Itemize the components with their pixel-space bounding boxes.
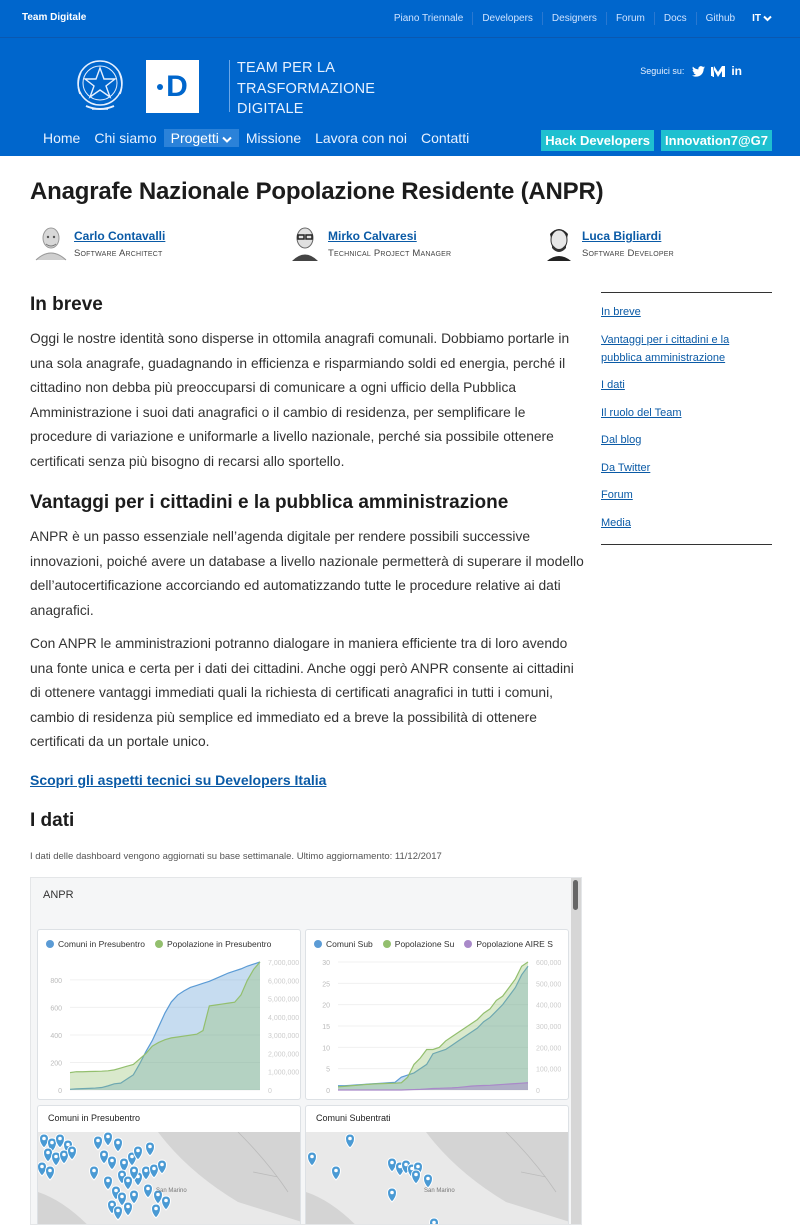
map-panel-subentrati	[305, 1105, 569, 1225]
team-members	[30, 224, 750, 268]
nav-lavora-con-noi[interactable]: Lavora con noi	[315, 130, 407, 146]
map-title: Comuni in Presubentro	[48, 1113, 141, 1123]
member-role: Software Developer	[582, 248, 674, 259]
map-pin-dot	[146, 1187, 150, 1191]
top-link-github[interactable]: Github	[705, 13, 736, 24]
map-pin-dot	[404, 1163, 408, 1167]
map-pin-dot	[310, 1155, 314, 1159]
map-pin-dot	[58, 1137, 62, 1141]
section-heading-in-breve: In breve	[30, 294, 103, 315]
member-name-link[interactable]: Carlo Contavalli	[74, 229, 166, 243]
team-name	[237, 58, 375, 120]
y-right-tick-label: 0	[268, 1088, 272, 1095]
team-member	[288, 224, 451, 262]
map-place-label: San Marino	[424, 1188, 455, 1194]
developers-italia-link[interactable]: Scopri gli aspetti tecnici su Developers Italia	[30, 772, 327, 788]
top-links	[385, 12, 772, 25]
team-name-line: TRASFORMAZIONE	[237, 80, 376, 97]
map-pin-dot	[50, 1141, 54, 1145]
linkedin-icon[interactable]: in	[731, 64, 742, 78]
site-header	[0, 38, 800, 156]
map-title: Comuni Subentrati	[316, 1113, 391, 1123]
map-pin-dot	[348, 1137, 352, 1141]
top-link-designers[interactable]: Designers	[543, 12, 607, 25]
page-title: Anagrafe Nazionale Popolazione Residente (ANPR)	[30, 178, 604, 205]
section-heading-dati: I dati	[30, 810, 75, 831]
toc-link[interactable]: Media	[601, 516, 631, 529]
y-right-tick-label: 200,000	[536, 1045, 562, 1053]
map-pin-dot	[426, 1177, 430, 1181]
team-name-line: TEAM PER LA	[237, 60, 336, 76]
hack-developers-button[interactable]: Hack Developers	[541, 130, 654, 151]
y-right-tick-label: 600,000	[536, 960, 562, 967]
legend-label: Popolazione Su	[394, 939, 455, 949]
y-right-tick-label: 5,000,000	[268, 996, 300, 1004]
map-pin-dot	[40, 1165, 44, 1169]
map-pin-dot	[136, 1149, 140, 1153]
legend-label: Popolazione AIRE S	[476, 939, 553, 949]
y-left-tick-label: 200	[50, 1060, 62, 1068]
map-svg	[306, 1132, 569, 1225]
legend-label: Comuni Sub	[326, 939, 373, 949]
chart-presubentro	[37, 929, 301, 1100]
y-right-tick-label: 4,000,000	[268, 1014, 300, 1022]
map-pin-dot	[120, 1195, 124, 1199]
top-link-docs[interactable]: Docs	[655, 12, 697, 25]
map-pin-dot	[96, 1139, 100, 1143]
table-of-contents	[601, 292, 772, 545]
y-left-tick-label: 800	[50, 977, 62, 985]
y-right-tick-label: 100,000	[536, 1066, 562, 1074]
main-nav	[36, 129, 476, 147]
medium-icon[interactable]	[711, 66, 725, 77]
top-bar	[0, 0, 800, 38]
legend-label: Popolazione in Presubentro	[166, 939, 272, 949]
y-right-tick-label: 3,000,000	[268, 1033, 300, 1041]
y-left-tick-label: 5	[326, 1066, 330, 1074]
brand-link[interactable]: Team Digitale	[22, 12, 87, 23]
dashboard-update-note: I dati delle dashboard vengono aggiornati su base settimanale. Ultimo aggiornamento: 11/12/2017	[30, 851, 442, 862]
scrollbar-thumb[interactable]	[573, 880, 578, 910]
map-pin-dot	[48, 1169, 52, 1173]
map-pin-dot	[62, 1153, 66, 1157]
logo-letter: D	[166, 69, 188, 103]
team-name-line: DIGITALE	[237, 101, 304, 117]
top-link-developers[interactable]: Developers	[473, 12, 543, 25]
member-role: Technical Project Manager	[328, 248, 452, 259]
header-pills	[541, 130, 772, 151]
map-pin-dot	[122, 1161, 126, 1165]
map-pin-dot	[106, 1135, 110, 1139]
map-panel-presubentro	[37, 1105, 301, 1225]
chart-svg	[38, 930, 301, 1100]
map-pin-dot	[66, 1143, 70, 1147]
top-link-forum[interactable]: Forum	[607, 12, 655, 25]
y-left-tick-label: 30	[322, 960, 330, 967]
map-pin-dot	[110, 1203, 114, 1207]
map[interactable]	[38, 1132, 300, 1225]
logo-dot	[157, 84, 163, 90]
map-pin-dot	[144, 1169, 148, 1173]
map-pin-dot	[132, 1193, 136, 1197]
map-pin-dot	[106, 1179, 110, 1183]
y-right-tick-label: 7,000,000	[268, 960, 300, 967]
y-right-tick-label: 1,000,000	[268, 1069, 300, 1077]
nav-chi-siamo[interactable]: Chi siamo	[94, 130, 157, 146]
y-right-tick-label: 300,000	[536, 1024, 562, 1031]
follow-label: Seguici su:	[640, 66, 685, 76]
map-pin-dot	[102, 1153, 106, 1157]
nav-home[interactable]: Home	[43, 130, 81, 146]
map[interactable]	[306, 1132, 568, 1225]
map-pin-dot	[416, 1165, 420, 1169]
italian-emblem-icon	[72, 56, 128, 116]
social-links	[640, 64, 742, 78]
y-right-tick-label: 400,000	[536, 1002, 562, 1010]
map-pin-dot	[116, 1141, 120, 1145]
nav-missione[interactable]: Missione	[245, 130, 302, 146]
y-right-tick-label: 2,000,000	[268, 1051, 300, 1059]
member-name-link[interactable]: Luca Bigliardi	[582, 229, 662, 243]
map-pin-dot	[130, 1155, 134, 1159]
avatar	[34, 224, 68, 262]
map-pin-dot	[334, 1169, 338, 1173]
map-pin-dot	[114, 1189, 118, 1193]
map-pin-dot	[126, 1205, 130, 1209]
map-pin-dot	[126, 1179, 130, 1183]
top-link-piano-triennale[interactable]: Piano Triennale	[385, 12, 474, 25]
map-pin-dot	[414, 1173, 418, 1177]
y-left-tick-label: 15	[322, 1024, 330, 1031]
map-pin	[430, 1218, 439, 1225]
map-pin-dot	[164, 1199, 168, 1203]
y-left-tick-label: 10	[322, 1045, 330, 1053]
team-digitale-logo[interactable]	[146, 60, 199, 113]
y-right-tick-label: 6,000,000	[268, 978, 300, 986]
section-heading-vantaggi: Vantaggi per i cittadini e la pubblica amministrazione	[30, 492, 509, 513]
member-role: Software Architect	[74, 248, 163, 259]
chevron-down-icon	[763, 15, 772, 22]
chart-svg	[306, 930, 569, 1100]
chart-subentrati	[305, 929, 569, 1100]
y-left-tick-label: 20	[322, 1002, 330, 1010]
map-pin-dot	[92, 1169, 96, 1173]
map-pin-dot	[390, 1161, 394, 1165]
map-pin-dot	[432, 1221, 436, 1225]
map-pin-dot	[154, 1207, 158, 1211]
toc-link[interactable]: Da Twitter	[601, 461, 651, 474]
y-left-tick-label: 0	[58, 1088, 62, 1095]
map-pin-dot	[70, 1149, 74, 1153]
map-pin-dot	[116, 1209, 120, 1213]
y-left-tick-label: 600	[50, 1005, 62, 1013]
language-selector[interactable]	[744, 13, 772, 24]
y-left-tick-label: 0	[326, 1088, 330, 1095]
map-pin-dot	[148, 1145, 152, 1149]
anpr-dashboard[interactable]	[30, 877, 582, 1225]
toc-link[interactable]: Forum	[601, 489, 633, 501]
y-left-tick-label: 400	[50, 1032, 62, 1040]
map-pin-dot	[54, 1155, 58, 1159]
dashboard-title: ANPR	[43, 889, 74, 901]
dashboard-scrollbar[interactable]	[571, 878, 581, 1225]
avatar	[542, 224, 576, 262]
map-pin-dot	[390, 1191, 394, 1195]
twitter-icon[interactable]	[692, 66, 705, 77]
map-place-label: San Marino	[156, 1188, 187, 1194]
team-member	[34, 224, 165, 262]
toc-link[interactable]: Il ruolo del Team	[601, 406, 682, 419]
toc-link[interactable]: Vantaggi per i cittadini e la pubblica amministrazione	[601, 333, 730, 364]
innovation7-g7-button[interactable]: Innovation7@G7	[661, 130, 772, 151]
map-pin-dot	[46, 1151, 50, 1155]
nav-progetti-label: Progetti	[170, 130, 219, 146]
nav-progetti[interactable]	[164, 129, 239, 147]
map-svg	[38, 1132, 301, 1225]
avatar	[288, 224, 322, 262]
toc-link[interactable]: I dati	[601, 379, 625, 391]
map-pin-dot	[42, 1137, 46, 1141]
chevron-down-icon	[222, 136, 232, 143]
in-breve-paragraph: Oggi le nostre identità sono disperse in ottomila anagrafi comunali. Dobbiamo portarle in una sola anagrafe, guadagnando in efficienza e risparmiando soldi ed energia, perché il cittadino non debba più preoccuparsi di comunicare a ogni ufficio della Pubblica Amministrazione i suoi dati anagrafici o il cambio di residenza, per semplificare le procedure di variazione e uniformarle a livello nazionale, perché sia possibile ottenere certificati senza più bisogno di recarsi allo sportello.	[30, 331, 570, 469]
y-right-tick-label: 500,000	[536, 981, 562, 989]
map-pin-dot	[160, 1163, 164, 1167]
language-label: IT	[752, 13, 761, 24]
map-pin-dot	[120, 1173, 124, 1177]
toc-link[interactable]: In breve	[601, 306, 641, 318]
legend-label: Comuni in Presubentro	[58, 939, 145, 949]
vantaggi-paragraph-1: ANPR è un passo essenziale nell’agenda digitale per rendere possibili successive innovazioni, poiché avere un database a livello nazionale permetterà di superare il modello dell’autocertificazione accorciando ed automatizzando tutte le procedure relative ai dati anagrafici.	[30, 529, 584, 618]
map-pin-dot	[110, 1159, 114, 1163]
y-right-tick-label: 0	[536, 1088, 540, 1095]
map-pin-dot	[152, 1167, 156, 1171]
nav-contatti[interactable]: Contatti	[420, 130, 470, 146]
logo-divider	[229, 60, 230, 112]
toc-link[interactable]: Dal blog	[601, 434, 642, 446]
team-member	[542, 224, 674, 262]
member-name-link[interactable]: Mirko Calvaresi	[328, 229, 417, 243]
vantaggi-paragraph-2: Con ANPR le amministrazioni potranno dialogare in maniera efficiente tra di loro avendo una fonte unica e certa per i dati dei cittadini. Anche oggi però ANPR consente ai cittadini di ottenere vantaggi immediati quali la richiesta di certificati anagrafici in tutti i comuni, cambio di residenza più semplice ed immediato ed a breve la possibilità di ottenere certificati da un portale unico.	[30, 636, 574, 749]
y-left-tick-label: 25	[322, 981, 330, 989]
map-pin-dot	[132, 1169, 136, 1173]
